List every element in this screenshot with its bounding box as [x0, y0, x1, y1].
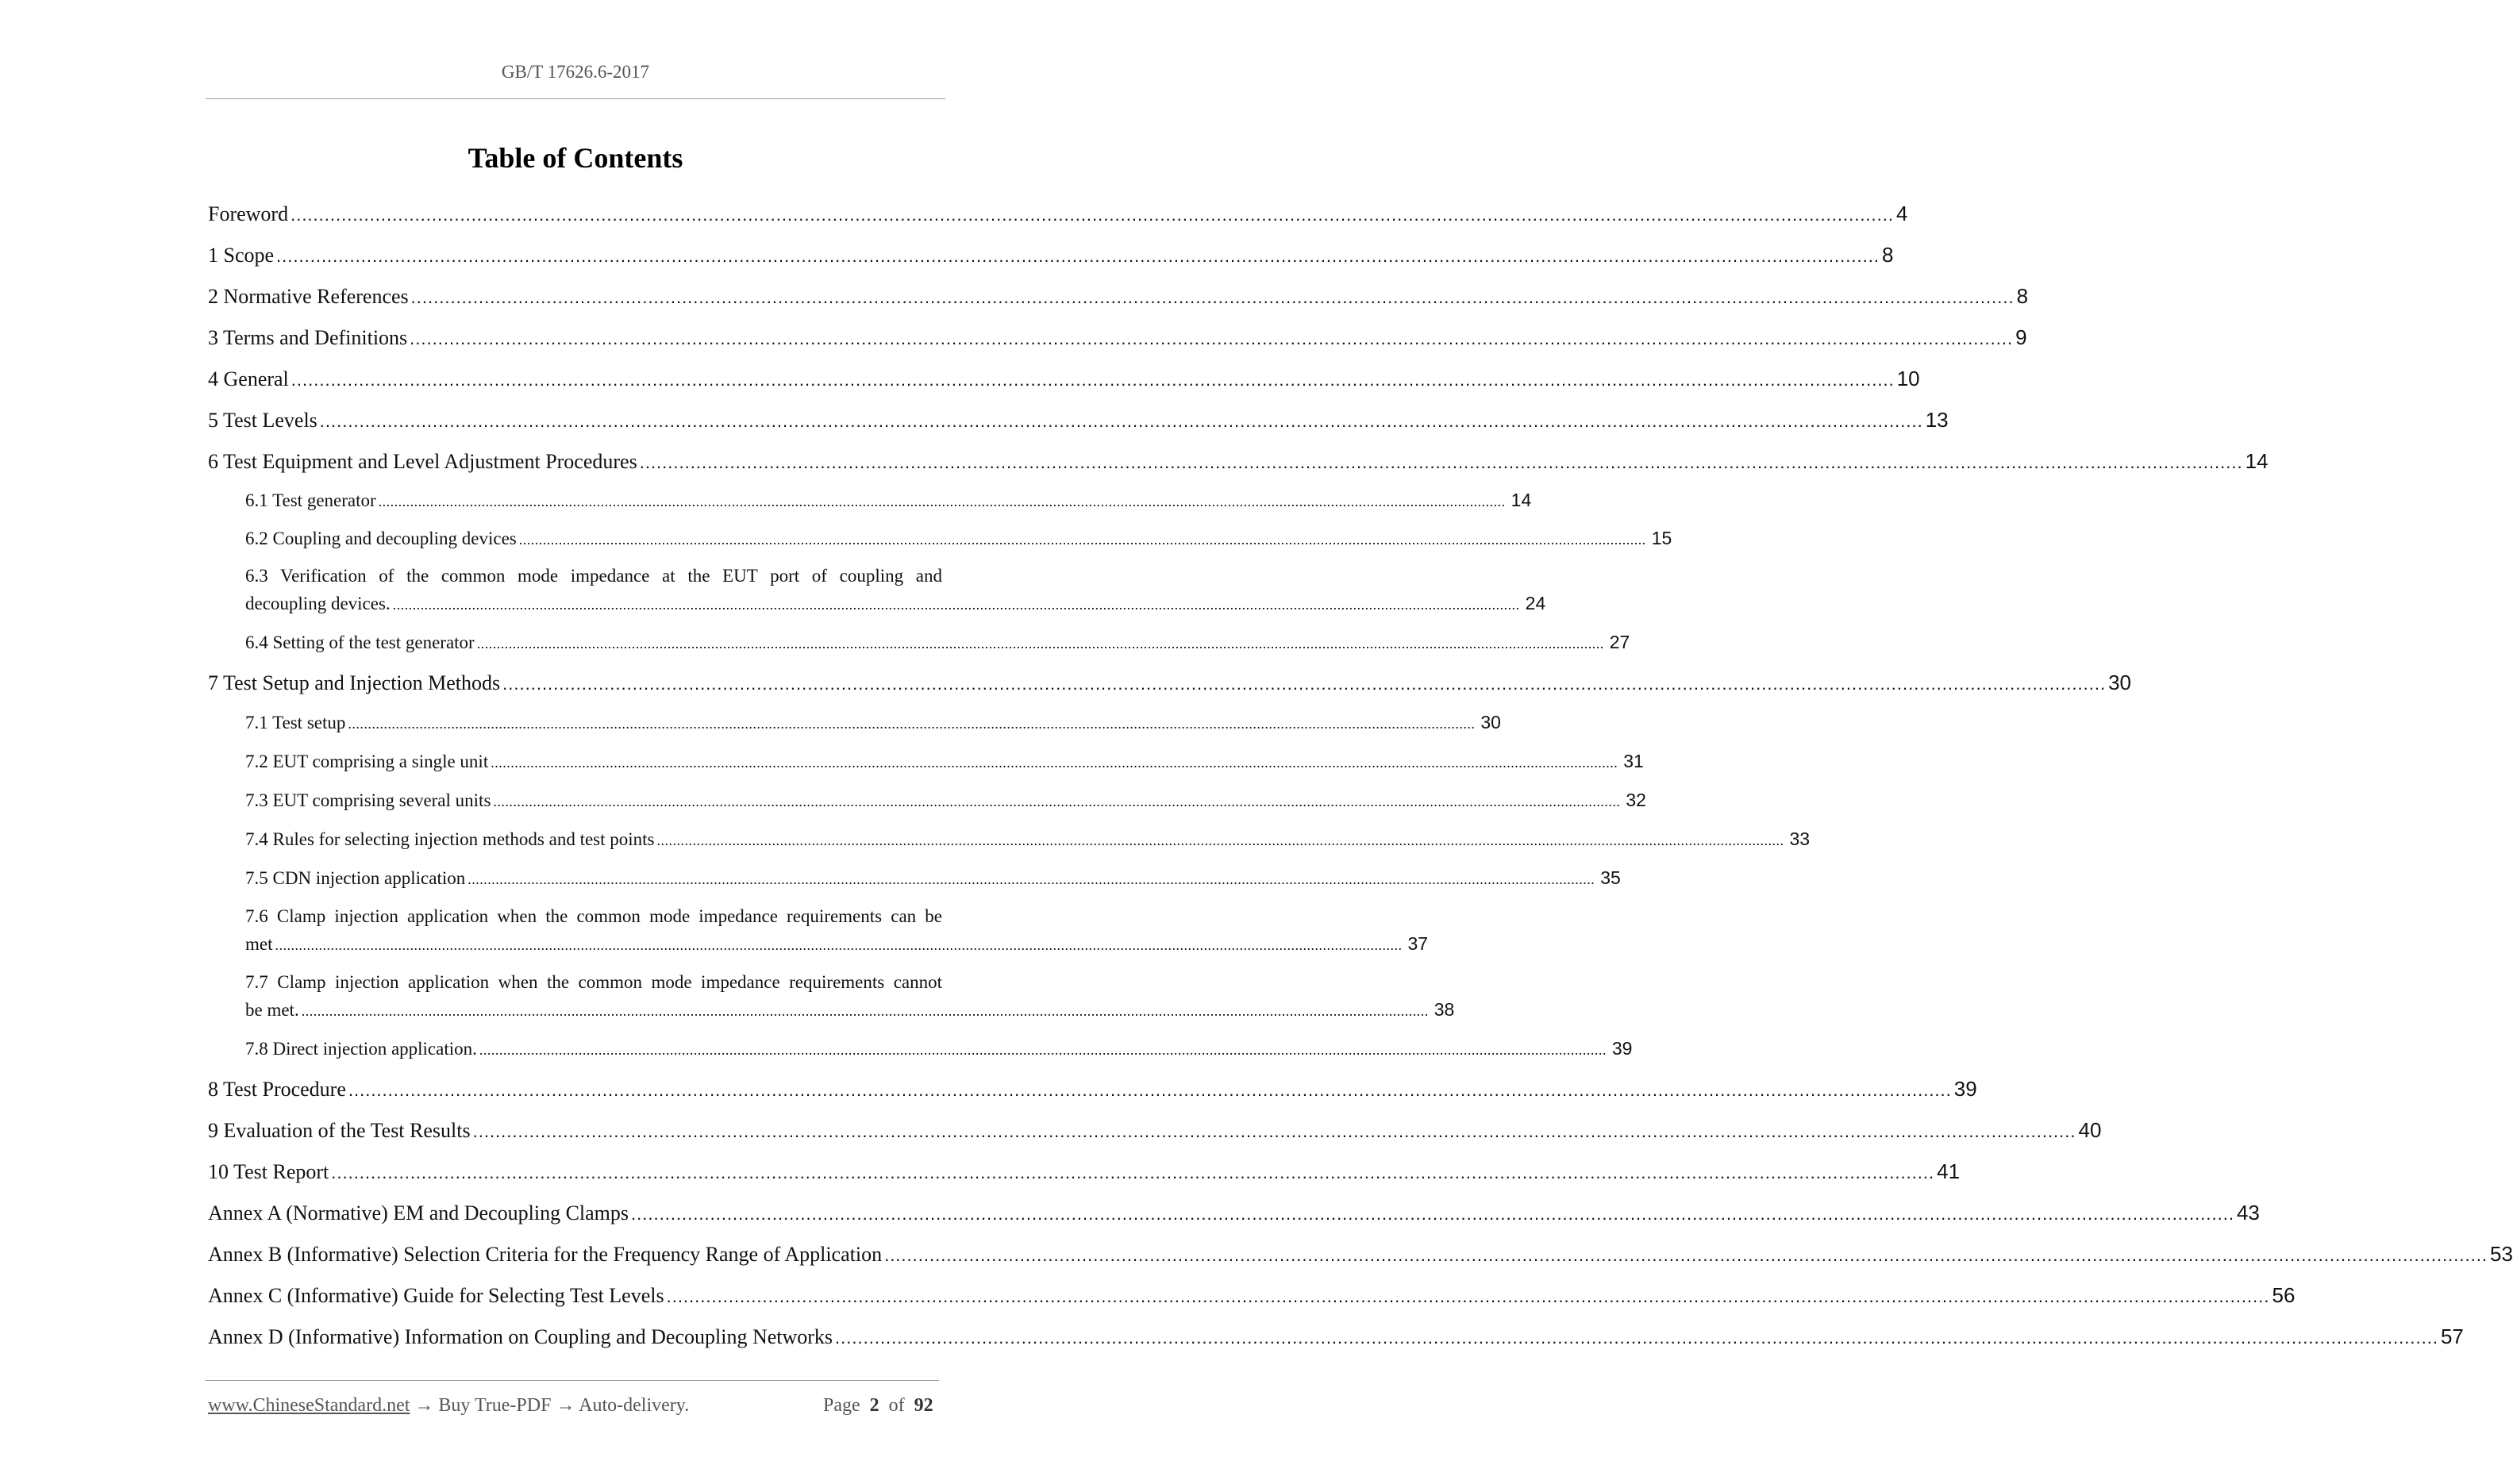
toc-entry-terms-definitions[interactable]	[208, 325, 2027, 350]
toc-entry-7-7[interactable]	[245, 999, 1455, 1021]
dot-leader: ............................................................................................................................................................................................................................................................................................	[493, 794, 1621, 809]
toc-entry-title: 6.4 Setting of the test generator	[245, 632, 475, 652]
toc-entry-annex-c[interactable]	[208, 1283, 2296, 1308]
toc-entry-test-equipment[interactable]	[208, 449, 2269, 474]
toc-entry-title: 2 Normative References	[208, 285, 409, 308]
toc-entry-test-procedure[interactable]	[208, 1077, 1977, 1101]
current-page: 2	[869, 1395, 879, 1416]
dot-leader: ............................................................................................................................................................................................................................................................................................	[319, 411, 1923, 431]
toc-entry-page: 14	[2245, 449, 2269, 473]
dot-leader: ............................................................................................................................................................................................................................................................................................	[276, 246, 1880, 266]
toc-entry-6-3[interactable]	[245, 593, 1546, 614]
dot-leader: ............................................................................................................................................................................................................................................................................................	[275, 937, 1403, 953]
arrow-icon: →	[414, 1395, 434, 1416]
toc-entry-page: 43	[2236, 1201, 2260, 1224]
toc-entry-normative-references[interactable]	[208, 284, 2029, 309]
toc-entry-title: 7.4 Rules for selecting injection methods and test points	[245, 829, 655, 849]
total-pages: 92	[914, 1395, 933, 1416]
toc-entry-page: 31	[1623, 751, 1644, 771]
toc-entry-test-report[interactable]	[208, 1159, 1961, 1184]
toc-entry-7-1[interactable]	[245, 712, 1501, 733]
toc-entry-page: 14	[1510, 490, 1532, 510]
toc-entry-title: 7.8 Direct injection application.	[245, 1039, 477, 1059]
page-number	[823, 1395, 933, 1417]
dot-leader: ............................................................................................................................................................................................................................................................................................	[656, 832, 1784, 848]
auto-delivery-text: Auto-delivery.	[579, 1395, 690, 1416]
dot-leader: ............................................................................................................................................................................................................................................................................................	[348, 716, 1476, 732]
toc-entry-title: 6 Test Equipment and Level Adjustment Procedures	[208, 450, 637, 473]
dot-leader: ............................................................................................................................................................................................................................................................................................	[491, 755, 1618, 771]
toc-entry-title: Annex D (Informative) Information on Coupling and Decoupling Networks	[208, 1325, 833, 1348]
toc-entry-page: 8	[1881, 243, 1894, 267]
page-label: Page	[823, 1395, 860, 1416]
toc-entry-6-4[interactable]	[245, 632, 1630, 653]
toc-entry-page: 57	[2440, 1324, 2464, 1348]
dot-leader: ............................................................................................................................................................................................................................................................................................	[835, 1328, 2438, 1348]
arrow-icon: →	[556, 1395, 575, 1416]
toc-entry-test-levels[interactable]	[208, 408, 1949, 433]
toc-entry-page: 39	[1611, 1038, 1633, 1059]
toc-entry-title: 5 Test Levels	[208, 409, 317, 432]
toc-entry-title: 6.1 Test generator	[245, 490, 376, 510]
dot-leader: ............................................................................................................................................................................................................................................................................................	[639, 452, 2243, 472]
dot-leader: ............................................................................................................................................................................................................................................................................................	[392, 597, 1520, 613]
toc-entry-test-setup[interactable]	[208, 671, 2131, 695]
toc-entry-page: 40	[2078, 1118, 2102, 1142]
toc-entry-title: 7.3 EUT comprising several units	[245, 790, 491, 810]
toc-entry-title: 7 Test Setup and Injection Methods	[208, 671, 501, 694]
dot-leader: ............................................................................................................................................................................................................................................................................................	[348, 1080, 1952, 1100]
toc-entry-6-2[interactable]	[245, 528, 1672, 549]
toc-entry-page: 56	[2272, 1283, 2296, 1307]
toc-entry-title: 7.2 EUT comprising a single unit	[245, 752, 489, 771]
dot-leader: ............................................................................................................................................................................................................................................................................................	[479, 1042, 1607, 1058]
toc-entry-title: Annex A (Normative) EM and Decoupling Clamps	[208, 1201, 629, 1224]
dot-leader: ............................................................................................................................................................................................................................................................................................	[468, 871, 1595, 887]
toc-entry-title: 8 Test Procedure	[208, 1078, 346, 1101]
dot-leader: ............................................................................................................................................................................................................................................................................................	[291, 205, 1894, 225]
footer-divider	[206, 1380, 939, 1381]
toc-entry-7-6[interactable]	[245, 933, 1429, 955]
toc-entry-7-6-line1[interactable]: 7.6 Clamp injection application when the common mode impedance requirements can be	[245, 906, 942, 926]
toc-entry-page: 37	[1407, 933, 1429, 954]
dot-leader: ............................................................................................................................................................................................................................................................................................	[666, 1286, 2270, 1306]
toc-entry-page: 24	[1525, 593, 1546, 613]
toc-entry-evaluation[interactable]	[208, 1118, 2102, 1143]
toc-entry-title: 1 Scope	[208, 244, 275, 267]
toc-entry-page: 41	[1937, 1159, 1961, 1183]
toc-entry-7-2[interactable]	[245, 751, 1644, 772]
toc-entry-title: met	[245, 934, 273, 954]
dot-leader: ............................................................................................................................................................................................................................................................................................	[378, 494, 1506, 509]
dot-leader: ............................................................................................................................................................................................................................................................................................	[472, 1121, 2076, 1141]
toc-entry-title: 10 Test Report	[208, 1160, 329, 1183]
dot-leader: ............................................................................................................................................................................................................................................................................................	[884, 1245, 2488, 1265]
toc-entry-page: 30	[1480, 712, 1501, 732]
dot-leader: ............................................................................................................................................................................................................................................................................................	[502, 674, 2107, 694]
toc-entry-foreword[interactable]	[208, 202, 1908, 226]
toc-entry-page: 38	[1434, 999, 1455, 1020]
toc-entry-page: 53	[2489, 1242, 2513, 1266]
running-header: GB/T 17626.6-2017	[501, 62, 650, 82]
toc-entry-annex-d[interactable]	[208, 1324, 2464, 1349]
toc-entry-title: 7.1 Test setup	[245, 713, 346, 732]
dot-leader: ............................................................................................................................................................................................................................................................................................	[331, 1163, 1935, 1182]
toc-entry-7-3[interactable]	[245, 790, 1646, 811]
toc-entry-6-1[interactable]	[245, 490, 1532, 511]
toc-entry-title: be met.	[245, 1000, 299, 1020]
dot-leader: ............................................................................................................................................................................................................................................................................................	[631, 1204, 2234, 1224]
toc-entry-7-5[interactable]	[245, 867, 1621, 889]
toc-entry-title: 4 General	[208, 367, 289, 390]
toc-entry-7-7-line1[interactable]: 7.7 Clamp injection application when the common mode impedance requirements cannot	[245, 972, 942, 992]
page-title: Table of Contents	[468, 142, 683, 174]
toc-entry-annex-b[interactable]	[208, 1242, 2513, 1267]
toc-entry-7-8[interactable]	[245, 1038, 1633, 1059]
toc-entry-page: 8	[2016, 284, 2029, 308]
toc-entry-annex-a[interactable]	[208, 1201, 2260, 1225]
toc-entry-page: 13	[1925, 408, 1949, 432]
footer-promo	[208, 1395, 689, 1417]
toc-entry-page: 39	[1953, 1077, 1977, 1101]
toc-entry-title: 9 Evaluation of the Test Results	[208, 1119, 471, 1142]
dot-leader: ............................................................................................................................................................................................................................................................................................	[410, 329, 2014, 348]
dot-leader: ............................................................................................................................................................................................................................................................................................	[518, 532, 1646, 548]
dot-leader: ............................................................................................................................................................................................................................................................................................	[476, 636, 1604, 652]
toc-entry-page: 30	[2108, 671, 2131, 694]
toc-entry-page: 32	[1626, 790, 1646, 810]
toc-entry-page: 35	[1600, 867, 1621, 888]
toc-entry-title: 6.2 Coupling and decoupling devices	[245, 529, 517, 548]
toc-entry-scope[interactable]	[208, 243, 1894, 267]
website-link[interactable]: www.ChineseStandard.net	[208, 1395, 410, 1416]
buy-pdf-link: Buy True-PDF	[438, 1395, 552, 1416]
toc-entry-title: 7.5 CDN injection application	[245, 868, 466, 888]
toc-entry-page: 10	[1896, 367, 1920, 390]
toc-entry-title: Annex C (Informative) Guide for Selecting Test Levels	[208, 1284, 664, 1307]
toc-entry-7-4[interactable]	[245, 829, 1811, 850]
toc-entry-title: Annex B (Informative) Selection Criteria for the Frequency Range of Application	[208, 1243, 883, 1266]
toc-entry-title: Foreword	[208, 202, 289, 225]
toc-entry-general[interactable]	[208, 367, 1920, 391]
toc-entry-page: 9	[2015, 325, 2027, 349]
toc-entry-page: 4	[1896, 202, 1908, 225]
toc-entry-6-3-line1[interactable]: 6.3 Verification of the common mode impedance at the EUT port of coupling and	[245, 566, 942, 586]
dot-leader: ............................................................................................................................................................................................................................................................................................	[301, 1003, 1429, 1019]
toc-entry-page: 15	[1651, 528, 1672, 548]
toc-entry-page: 33	[1789, 829, 1811, 849]
dot-leader: ............................................................................................................................................................................................................................................................................................	[410, 287, 2015, 307]
toc-entry-title: decoupling devices.	[245, 594, 391, 613]
toc-entry-title: 3 Terms and Definitions	[208, 326, 408, 349]
toc-entry-page: 27	[1609, 632, 1630, 652]
dot-leader: ............................................................................................................................................................................................................................................................................................	[291, 370, 1895, 390]
page-of-label: of	[888, 1395, 905, 1416]
